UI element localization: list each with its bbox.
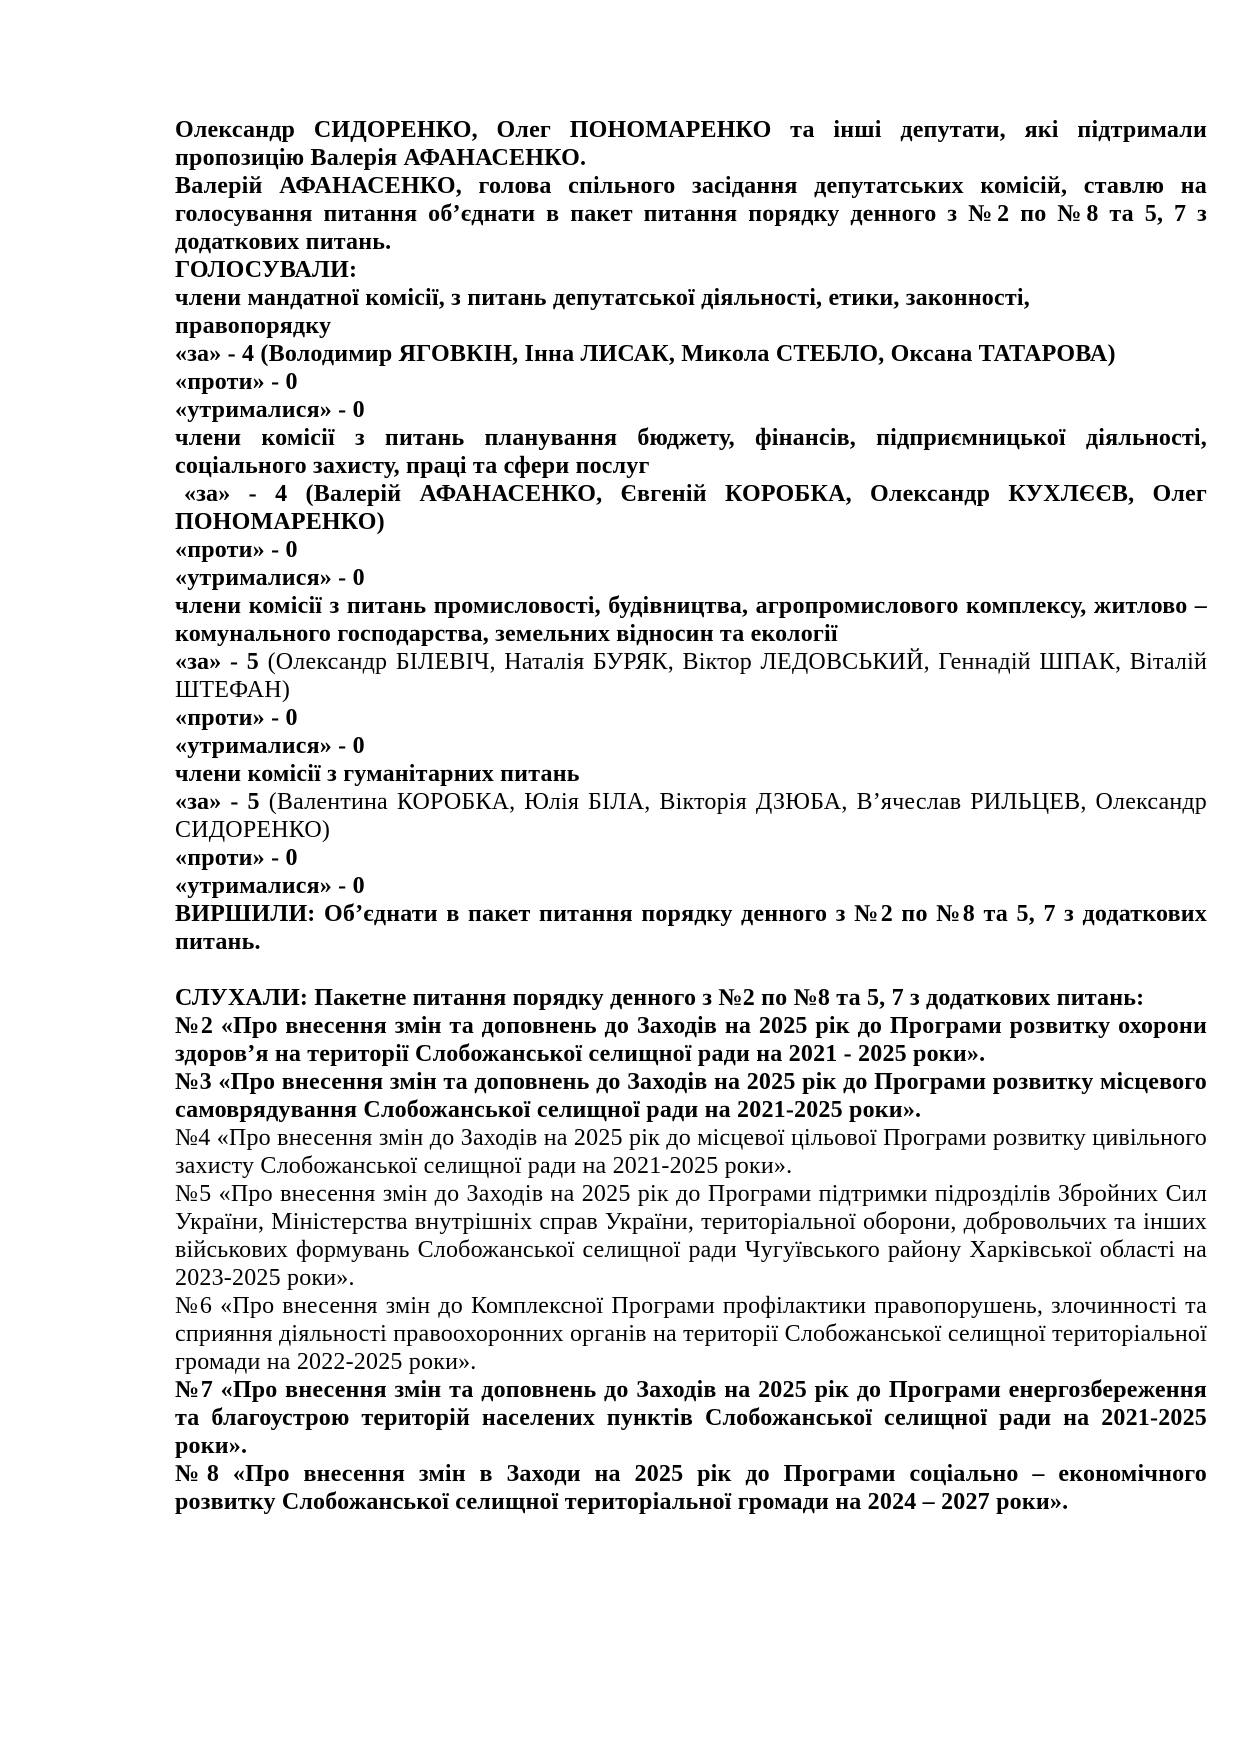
para-item-8 xyxy=(175,1460,1207,1516)
para-vote-against-4 xyxy=(175,844,1207,872)
para-voted-heading xyxy=(175,256,1207,284)
para-chair-statement xyxy=(175,172,1207,256)
para-vote-for-budget xyxy=(175,480,1207,536)
text-run-bold: Олександр СИДОРЕНКО, Олег ПОНОМАРЕНКО та інші депутати, які підтримали пропозицію Валерія АФАНАСЕНКО. xyxy=(175,117,1207,171)
text-run-bold: члени комісії з питань планування бюджету, фінансів, підприємницької діяльності, соціального захисту, праці та сфери послуг xyxy=(175,425,1207,479)
para-commission-humanitarian xyxy=(175,760,1207,788)
para-commission-industry xyxy=(175,592,1207,648)
para-item-7 xyxy=(175,1376,1207,1460)
text-run-bold: члени комісії з питань промисловості, будівництва, агропромислового комплексу, житлово – комунального господарства, земельних відносин та екології xyxy=(175,593,1207,647)
text-run-bold: №3 «Про внесення змін та доповнень до Заходів на 2025 рік до Програми розвитку місцевого самоврядування Слобожанської селищної ради на 2021-2025 роки». xyxy=(175,1069,1207,1123)
text-run: №5 «Про внесення змін до Заходів на 2025 рік до Програми підтримки підрозділів Збройних Сил України, Міністерства внутрішніх справ України, територіальної оборони, добровольчих та інших військових формувань Слобожанської селищної ради Чугуївського району Харківської області на 2023-2025 роки». xyxy=(175,1181,1207,1291)
text-run-bold: «проти» - 0 xyxy=(175,369,298,395)
document-body xyxy=(175,116,1207,1516)
text-run: (Олександр БІЛЕВІЧ, Наталія БУРЯК, Віктор ЛЕДОВСЬКИЙ, Геннадій ШПАК, Віталій ШТЕФАН) xyxy=(175,649,1208,703)
para-item-4 xyxy=(175,1124,1207,1180)
para-heard-heading xyxy=(175,984,1207,1012)
para-item-6 xyxy=(175,1292,1207,1376)
text-run-bold: «за» - 5 xyxy=(175,649,268,675)
para-commission-mandate xyxy=(175,284,1207,340)
text-run-bold: ВИРШИЛИ: Об’єднати в пакет питання порядку денного з №2 по №8 та 5, 7 з додаткових питань. xyxy=(175,901,1207,955)
text-run-bold: «проти» - 0 xyxy=(175,537,298,563)
para-vote-abstained-3 xyxy=(175,732,1207,760)
text-run-bold: правопорядку xyxy=(175,313,332,339)
para-vote-abstained-4 xyxy=(175,872,1207,900)
text-run-bold: «утрималися» - 0 xyxy=(175,733,365,759)
para-vote-for-humanitarian xyxy=(175,788,1207,844)
text-run-bold: «проти» - 0 xyxy=(175,705,298,731)
text-run: №4 «Про внесення змін до Заходів на 2025 рік до місцевої цільової Програми розвитку цивільного захисту Слобожанської селищної ради на 2021-2025 роки». xyxy=(175,1125,1207,1179)
text-run-bold: члени комісії з гуманітарних питань xyxy=(175,761,580,787)
para-vote-against-2 xyxy=(175,536,1207,564)
text-run-bold: №2 «Про внесення змін та доповнень до Заходів на 2025 рік до Програми розвитку охорони здоров’я на території Слобожанської селищної ради на 2021 - 2025 роки». xyxy=(175,1013,1207,1067)
text-run: №6 «Про внесення змін до Комплексної Програми профілактики правопорушень, злочинності та сприяння діяльності правоохоронних органів на території Слобожанської селищної територіальної громади на 2022-2025 роки». xyxy=(175,1293,1207,1375)
para-vote-against-1 xyxy=(175,368,1207,396)
text-run-bold: «утрималися» - 0 xyxy=(175,873,365,899)
text-run-bold: ГОЛОСУВАЛИ: xyxy=(175,257,358,283)
text-run-bold: №8 «Про внесення змін в Заходи на 2025 рік до Програми соціально – економічного розвитку Слобожанської селищної територіальної громади на 2024 – 2027 роки». xyxy=(175,1461,1207,1515)
para-item-5 xyxy=(175,1180,1207,1292)
para-vote-for-mandate xyxy=(175,340,1207,368)
para-item-2 xyxy=(175,1012,1207,1068)
para-item-3 xyxy=(175,1068,1207,1124)
text-run: (Валентина КОРОБКА, Юлія БІЛА, Вікторія ДЗЮБА, В’ячеслав РИЛЬЦЕВ, Олександр СИДОРЕНКО) xyxy=(175,789,1207,843)
text-run-bold: «за» - 4 (Валерій АФАНАСЕНКО, Євгеній КОРОБКА, Олександр КУХЛЄЄВ, Олег ПОНОМАРЕНКО) xyxy=(175,481,1207,535)
para-vote-against-3 xyxy=(175,704,1207,732)
para-commission-budget xyxy=(175,424,1207,480)
text-run-bold: №7 «Про внесення змін та доповнень до Заходів на 2025 рік до Програми енергозбереження та благоустрою територій населених пунктів Слобожанської селищної ради на 2021-2025 роки». xyxy=(175,1377,1207,1459)
text-run-bold: члени мандатної комісії, з питань депутатської діяльності, етики, законності, xyxy=(175,285,1030,311)
text-run-bold: «проти» - 0 xyxy=(175,845,298,871)
text-run-bold: «за» - 5 xyxy=(175,789,269,815)
para-decided xyxy=(175,900,1207,956)
para-vote-abstained-2 xyxy=(175,564,1207,592)
para-deputies-support xyxy=(175,116,1207,172)
text-run-bold: Валерій АФАНАСЕНКО, голова спільного засідання депутатських комісій, ставлю на голосування питання об’єднати в пакет питання порядку денного з №2 по №8 та 5, 7 з додаткових питань. xyxy=(175,173,1207,255)
text-run-bold: «за» - 4 (Володимир ЯГОВКІН, Інна ЛИСАК, Микола СТЕБЛО, Оксана ТАТАРОВА) xyxy=(175,341,1116,367)
text-run-bold: СЛУХАЛИ: Пакетне питання порядку денного з №2 по №8 та 5, 7 з додаткових питань: xyxy=(175,985,1145,1011)
text-run-bold: «утрималися» - 0 xyxy=(175,565,365,591)
para-vote-abstained-1 xyxy=(175,396,1207,424)
para-vote-for-industry xyxy=(175,648,1207,704)
text-run-bold: «утрималися» - 0 xyxy=(175,397,365,423)
